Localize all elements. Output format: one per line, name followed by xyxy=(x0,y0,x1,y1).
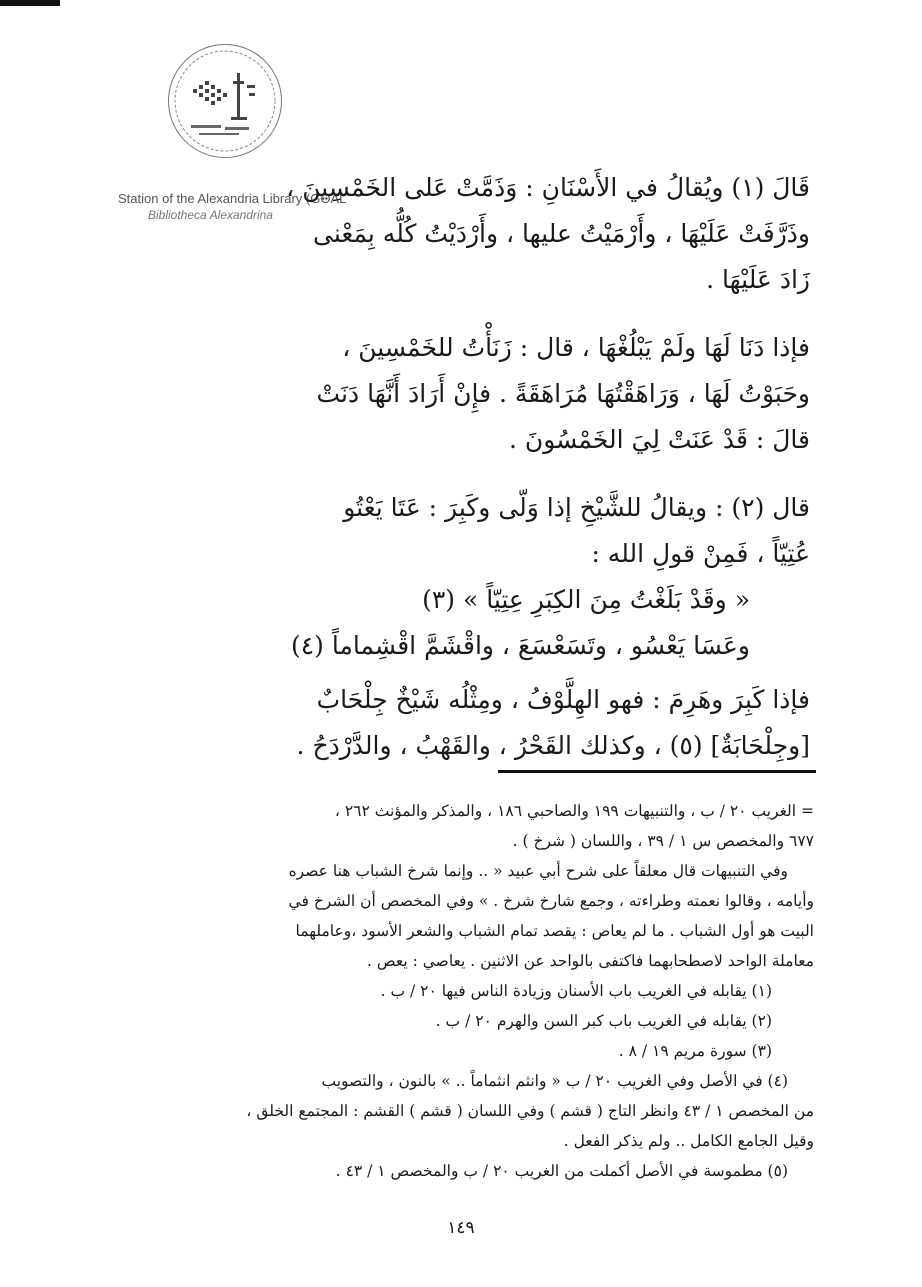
paragraph-1 xyxy=(90,165,810,303)
verse-line-2: وعَسَا يَعْسُو ، وتَسَعْسَعَ ، واقْشَمَّ اقْشِماماً (٤) xyxy=(290,631,750,660)
footnote-line: = الغريب ٢٠ / ب ، والتنبيهات ١٩٩ والصاحبي ١٨٦ ، والمذكر والمؤنث ٢٦٢ ، xyxy=(334,802,814,820)
footnote-line: (٣) سورة مريم ١٩ / ٨ . xyxy=(618,1042,772,1060)
footnote-line: (٤) في الأصل وفي الغريب ٢٠ / ب « وانثم انثماماً .. » بالنون ، والتصويب xyxy=(321,1072,788,1090)
text-line: فإذا كَبِرَ وهَرِمَ : فهو الهِلَّوْفُ ، ومِثْلُه شَيْخٌ جِلْحَابٌ xyxy=(316,685,810,714)
library-stamp-icon xyxy=(169,45,281,157)
text-line: قالَ : قَدْ عَنَتْ لِيَ الخَمْسُونَ . xyxy=(508,425,810,454)
footnote-line: معاملة الواحد لاصطحابهما فاكتفى بالواحد عن الاثنين . يعاصي : يعص . xyxy=(367,952,814,970)
footnotes xyxy=(100,796,814,1186)
footnote-line: (١) يقابله في الغريب باب الأسنان وزيادة الناس فيها ٢٠ / ب . xyxy=(380,982,772,1000)
library-stamp xyxy=(168,44,282,158)
footnote-divider xyxy=(498,770,816,773)
footnote-line: من المخصص ١ / ٤٣ وانظر التاج ( قشم ) وفي اللسان ( قشم ) القشم : المجتمع الخلق ، xyxy=(246,1102,814,1120)
footnote-line: (٢) يقابله في الغريب باب كبر السن والهرم ٢٠ / ب . xyxy=(435,1012,772,1030)
paragraph-4 xyxy=(90,677,810,769)
paragraph-2 xyxy=(90,325,810,463)
watermark-line-2: Bibliotheca Alexandrina xyxy=(148,208,273,222)
paragraph-3 xyxy=(90,485,810,577)
text-line: [وجِلْحَابَةٌ] (٥) ، وكذلك القَحْرُ ، والقَهْبُ ، والدَّرْدَحُ . xyxy=(296,731,810,760)
main-text xyxy=(90,165,810,769)
scan-corner-mark xyxy=(0,0,60,6)
footnote-line: وأيامه ، وقالوا نعمته وطراءته ، وجمع شارخ شرخ . » وفي المخصص أن الشرخ في xyxy=(288,892,814,910)
text-line: وذَرَّفَتْ عَلَيْهَا ، وأَرْمَيْتُ عليها ، وأَرْدَيْتُ كُلُّه بِمَعْنى xyxy=(313,219,810,248)
text-line: فإذا دَنَا لَهَا ولَمْ يَبْلُغْهَا ، قال : زَنَأْتُ للخَمْسِينَ ، xyxy=(342,333,810,362)
text-line: قَالَ (١) ويُقالُ في الأَسْنَانِ : وَذَمَّتْ عَلى الخَمْسِينَ ، xyxy=(286,173,810,202)
footnote-line: ٦٧٧ والمخصص س ١ / ٣٩ ، واللسان ( شرخ ) . xyxy=(512,832,814,850)
footnote-line: وفي التنبيهات قال معلقاً على شرح أبي عبيد « .. وإنما شرخ الشباب هنا عصره xyxy=(288,862,788,880)
watermark-line-1: Station of the Alexandria Library (GOAL xyxy=(118,191,347,206)
text-line: زَادَ عَلَيْهَا . xyxy=(706,265,810,294)
text-line: قال (٢) : ويقالُ للشَّيْخِ إذا وَلّى وكَبِرَ : عَتَا يَعْتُو xyxy=(343,493,810,522)
footnote-line: وقيل الجامع الكامل .. ولم يذكر الفعل . xyxy=(563,1132,814,1150)
text-line: وحَبَوْتُ لَهَا ، وَرَاهَقْتُهَا مُرَاهَقَةً . فإِنْ أَرَادَ أَنَّهَا دَنَتْ xyxy=(316,379,810,408)
text-line: عُتِيّاً ، فَمِنْ قولِ الله : xyxy=(591,539,810,568)
footnote-line: (٥) مطموسة في الأصل أكملت من الغريب ٢٠ / ب والمخصص ١ / ٤٣ . xyxy=(335,1162,788,1180)
footnote-line: البيت هو أول الشباب . ما لم يعاص : يقصد تمام الشباب والشعر الأسود ،وعاملهما xyxy=(295,922,814,940)
page-number: ١٤٩ xyxy=(447,1218,475,1238)
quran-verse: « وقَدْ بَلَغْتُ مِنَ الكِبَرِ عِتِيّاً » (٣) xyxy=(422,585,750,614)
